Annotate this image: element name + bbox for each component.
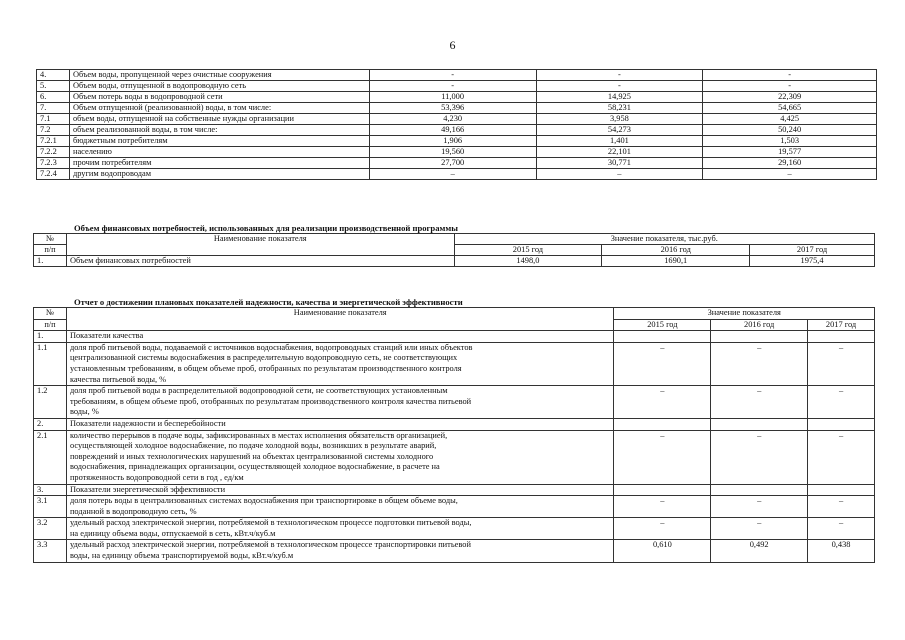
- row-num: 7.2.1: [37, 136, 70, 147]
- row-name: Объем воды, отпущенной в водопроводную сеть: [69, 81, 369, 92]
- value-2015: 19,560: [369, 147, 536, 158]
- water-volume-table: [36, 69, 877, 180]
- row-name: [66, 342, 614, 385]
- value-2017: 29,160: [703, 158, 877, 169]
- value-2016: -: [536, 70, 703, 81]
- table-row: [34, 386, 875, 419]
- row-name-line: воды, %: [69, 407, 99, 417]
- value-2017: –: [808, 342, 875, 385]
- row-name: [66, 496, 614, 518]
- section-row: [34, 484, 875, 496]
- value-2015: –: [614, 430, 711, 484]
- row-name: объем воды, отпущенной на собственные нужды организации: [69, 114, 369, 125]
- value-2015: 11,000: [369, 92, 536, 103]
- row-name-line: количество перерывов в подаче воды, зафиксированных в местах исполнения обязательств организацией,: [69, 430, 448, 440]
- year-2017-header: 2017 год: [808, 319, 875, 331]
- row-name-line: протяженность водопроводной сети в год , ед/км: [69, 472, 244, 482]
- row-name: [66, 540, 614, 562]
- value-2015: –: [369, 169, 536, 180]
- value-2017: –: [808, 386, 875, 419]
- row-num: 1.1: [34, 342, 67, 385]
- row-name-line: качества питьевой воды, %: [69, 374, 167, 384]
- table-row: [37, 92, 877, 103]
- year-2015-header: 2015 год: [614, 319, 711, 331]
- row-num: 7.2.2: [37, 147, 70, 158]
- row-num: 1.2: [34, 386, 67, 419]
- value-2017: 4,425: [703, 114, 877, 125]
- section-name: Показатели качества: [66, 331, 614, 343]
- table-row: [37, 136, 877, 147]
- row-num: 6.: [37, 92, 70, 103]
- row-name-line: требованиям, в общем объеме проб, отобранных по результатам производственного контроля качества питьевой: [69, 396, 472, 406]
- row-num: 2.1: [34, 430, 67, 484]
- table-row: [34, 430, 875, 484]
- table-row: [34, 256, 875, 267]
- financial-needs-table: [33, 233, 875, 267]
- value-2017-empty: [808, 331, 875, 343]
- value-2016: –: [711, 386, 808, 419]
- row-name-line: поданной в водопроводную сеть, %: [69, 506, 197, 516]
- row-name: Объем финансовых потребностей: [66, 256, 454, 267]
- row-name-line: установленным требованиям, в общем объеме проб, отобранных по результатам производственного контроля: [69, 363, 462, 373]
- table-row: [37, 158, 877, 169]
- row-num: 7.2.3: [37, 158, 70, 169]
- col-value-header: Значение показателя: [614, 308, 875, 320]
- value-2017: –: [808, 430, 875, 484]
- value-2016: –: [711, 496, 808, 518]
- value-2015: 1,906: [369, 136, 536, 147]
- year-2017-header: 2017 год: [750, 245, 875, 256]
- row-name-line: доля потерь воды в централизованных системах водоснабжения при транспортировке в общем объеме воды,: [69, 496, 458, 506]
- financial-needs-title: Объем финансовых потребностей, использованных для реализации производственной программы: [74, 223, 458, 233]
- section-name: Показатели энергетической эффективности: [66, 484, 614, 496]
- value-2016-empty: [711, 331, 808, 343]
- value-2016: –: [536, 169, 703, 180]
- row-name: Объем потерь воды в водопроводной сети: [69, 92, 369, 103]
- row-num: 1.: [34, 331, 67, 343]
- row-num: 7.2.4: [37, 169, 70, 180]
- value-2015-empty: [614, 418, 711, 430]
- row-name: другим водопроводам: [69, 169, 369, 180]
- table-row: [37, 169, 877, 180]
- row-name: [66, 386, 614, 419]
- row-num: 5.: [37, 81, 70, 92]
- page-number: 6: [449, 38, 456, 52]
- row-name-line: централизованной системы водоснабжения в распределительную водопроводную сеть, не соответствующих: [69, 353, 458, 363]
- section-row: [34, 418, 875, 430]
- value-2016: 14,925: [536, 92, 703, 103]
- section-name: Показатели надежности и бесперебойности: [66, 418, 614, 430]
- section-row: [34, 331, 875, 343]
- table-row: [34, 342, 875, 385]
- row-num: 3.: [34, 484, 67, 496]
- row-num: 3.1: [34, 496, 67, 518]
- row-num: 1.: [34, 256, 67, 267]
- row-name-line: водоснабжения, принадлежащих организации, осуществляющей холодное водоснабжение, в расчете на: [69, 462, 440, 472]
- table-row: [37, 70, 877, 81]
- value-2017: 22,309: [703, 92, 877, 103]
- row-num: 3.2: [34, 518, 67, 540]
- value-2015: –: [614, 518, 711, 540]
- value-2015: 0,610: [614, 540, 711, 562]
- value-2017: 19,577: [703, 147, 877, 158]
- indicators-report-table: [33, 307, 875, 563]
- row-num: 3.3: [34, 540, 67, 562]
- row-name-line: доля проб питьевой воды, подаваемой с источников водоснабжения, водопроводных станций или иных объектов: [69, 342, 473, 352]
- value-2017: –: [703, 169, 877, 180]
- table-row: [34, 496, 875, 518]
- row-name-line: удельный расход электрической энергии, потребляемой в технологическом процессе транспортировки питьевой: [69, 540, 471, 550]
- value-2016: 58,231: [536, 103, 703, 114]
- row-num: 2.: [34, 418, 67, 430]
- row-name-line: воды, на единицу объема транспортируемой воды, кВт.ч/куб.м: [69, 551, 294, 561]
- col-num-header-2: п/п: [34, 319, 67, 331]
- value-2017: -: [703, 81, 877, 92]
- row-name-line: на единицу объема воды, отпускаемой в сеть, кВт.ч/куб.м: [69, 528, 276, 538]
- table-row: [37, 114, 877, 125]
- value-2016-empty: [711, 484, 808, 496]
- value-2017-empty: [808, 484, 875, 496]
- table-row: [37, 81, 877, 92]
- value-2016: –: [711, 342, 808, 385]
- table-row: [34, 518, 875, 540]
- col-num-header-2: п/п: [34, 245, 67, 256]
- indicators-report-title: Отчет о достижении плановых показателей надежности, качества и энергетической эффективности: [74, 297, 463, 307]
- col-num-header: №: [34, 308, 67, 320]
- table-row: [34, 540, 875, 562]
- value-2015: -: [369, 81, 536, 92]
- value-2015-empty: [614, 331, 711, 343]
- value-2017-empty: [808, 418, 875, 430]
- value-2015-empty: [614, 484, 711, 496]
- value-2015: 27,700: [369, 158, 536, 169]
- row-name-line: удельный расход электрической энергии, потребляемой в технологическом процессе подготовки питьевой воды,: [69, 518, 472, 528]
- row-name: Объем отпущенной (реализованной) воды, в том числе:: [69, 103, 369, 114]
- row-num: 7.: [37, 103, 70, 114]
- value-2016: 1690,1: [602, 256, 750, 267]
- value-2016-empty: [711, 418, 808, 430]
- year-2015-header: 2015 год: [454, 245, 602, 256]
- row-num: 4.: [37, 70, 70, 81]
- value-2017: 0,438: [808, 540, 875, 562]
- value-2015: 1498,0: [454, 256, 602, 267]
- row-name: прочим потребителям: [69, 158, 369, 169]
- col-name-header: Наименование показателя: [66, 234, 454, 256]
- value-2015: -: [369, 70, 536, 81]
- row-name: населению: [69, 147, 369, 158]
- value-2016: 22,101: [536, 147, 703, 158]
- value-2016: 3,958: [536, 114, 703, 125]
- value-2016: 54,273: [536, 125, 703, 136]
- row-name: [66, 430, 614, 484]
- table-row: [37, 147, 877, 158]
- value-2015: –: [614, 386, 711, 419]
- value-2016: –: [711, 430, 808, 484]
- table-row: [37, 125, 877, 136]
- value-2017: -: [703, 70, 877, 81]
- value-2016: 30,771: [536, 158, 703, 169]
- value-2015: 4,230: [369, 114, 536, 125]
- value-2015: 49,166: [369, 125, 536, 136]
- row-name: Объем воды, пропущенной через очистные сооружения: [69, 70, 369, 81]
- value-2017: –: [808, 518, 875, 540]
- table-row: [37, 103, 877, 114]
- value-2017: 1,503: [703, 136, 877, 147]
- row-name: [66, 518, 614, 540]
- value-2015: 53,396: [369, 103, 536, 114]
- row-num: 7.1: [37, 114, 70, 125]
- row-name: бюджетным потребителям: [69, 136, 369, 147]
- row-name: объем реализованной воды, в том числе:: [69, 125, 369, 136]
- value-2016: 1,401: [536, 136, 703, 147]
- row-name-line: повреждений и иных технологических нарушений на объектах централизованной системы холодного: [69, 451, 434, 461]
- value-2015: –: [614, 496, 711, 518]
- value-2017: 50,240: [703, 125, 877, 136]
- year-2016-header: 2016 год: [711, 319, 808, 331]
- col-name-header: Наименование показателя: [66, 308, 614, 331]
- year-2016-header: 2016 год: [602, 245, 750, 256]
- row-name-line: доля проб питьевой воды в распределительной водопроводной сети, не соответствующих установленным: [69, 386, 448, 396]
- value-2017: 54,665: [703, 103, 877, 114]
- value-2016: –: [711, 518, 808, 540]
- value-2015: –: [614, 342, 711, 385]
- value-2017: –: [808, 496, 875, 518]
- row-name-line: осуществляющей холодное водоснабжение, по подаче холодной воды, возникших в результате аварий,: [69, 441, 437, 451]
- col-num-header: №: [34, 234, 67, 245]
- row-num: 7.2: [37, 125, 70, 136]
- value-2017: 1975,4: [750, 256, 875, 267]
- value-2016: -: [536, 81, 703, 92]
- value-2016: 0,492: [711, 540, 808, 562]
- col-value-header: Значение показателя, тыс.руб.: [454, 234, 874, 245]
